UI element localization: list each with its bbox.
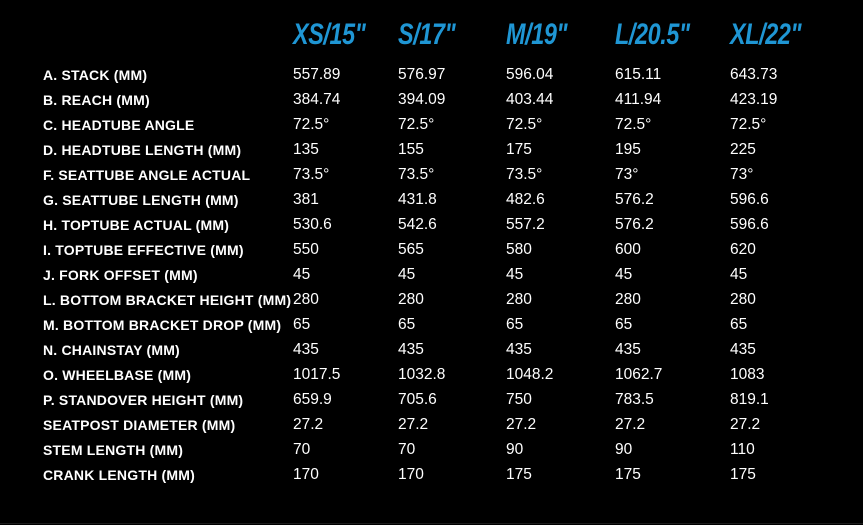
row-label: G. SEATTUBE LENGTH (MM) [43,191,239,208]
cell-value-s: 565 [398,240,424,258]
cell-value-m: 750 [506,390,532,408]
cell-value-xs: 73.5° [293,165,330,183]
cell-value-xs: 1017.5 [293,365,341,383]
cell-value-s: 70 [398,440,416,458]
table-row [43,62,843,87]
cell-value-xs: 280 [293,290,319,308]
table-row [43,362,843,387]
cell-value-m: 557.2 [506,215,545,233]
column-header-xs: XS/15" [293,18,366,51]
table-row [43,412,843,437]
cell-value-s: 73.5° [398,165,435,183]
cell-value-xl: 643.73 [730,65,778,83]
row-label: P. STANDOVER HEIGHT (MM) [43,391,244,408]
cell-value-xl: 819.1 [730,390,769,408]
cell-value-xs: 659.9 [293,390,332,408]
cell-value-xl: 27.2 [730,415,761,433]
cell-value-xl: 596.6 [730,190,769,208]
row-label: B. REACH (MM) [43,91,150,108]
cell-value-l: 72.5° [615,115,652,133]
row-label: SEATPOST DIAMETER (MM) [43,416,236,433]
cell-value-m: 175 [506,465,532,483]
row-label: O. WHEELBASE (MM) [43,366,192,383]
cell-value-xl: 620 [730,240,756,258]
cell-value-s: 542.6 [398,215,437,233]
bottom-divider [0,523,863,524]
cell-value-m: 73.5° [506,165,543,183]
cell-value-l: 600 [615,240,641,258]
cell-value-s: 435 [398,340,424,358]
cell-value-xs: 435 [293,340,319,358]
header-cell [506,20,615,50]
cell-value-xl: 175 [730,465,756,483]
cell-value-m: 280 [506,290,532,308]
cell-value-s: 1032.8 [398,365,446,383]
cell-value-l: 90 [615,440,633,458]
row-label: C. HEADTUBE ANGLE [43,116,195,133]
cell-value-m: 1048.2 [506,365,554,383]
cell-value-xl: 280 [730,290,756,308]
cell-value-xl: 225 [730,140,756,158]
cell-value-m: 175 [506,140,532,158]
table-row [43,237,843,262]
cell-value-l: 615.11 [615,65,662,83]
cell-value-m: 27.2 [506,415,537,433]
cell-value-xs: 384.74 [293,90,341,108]
cell-value-s: 72.5° [398,115,435,133]
cell-value-xl: 1083 [730,365,765,383]
cell-value-xs: 381 [293,190,319,208]
column-header-l: L/20.5" [615,18,690,51]
cell-value-xl: 65 [730,315,748,333]
cell-value-xs: 557.89 [293,65,341,83]
cell-value-m: 90 [506,440,524,458]
geometry-table [43,10,843,487]
cell-value-xl: 435 [730,340,756,358]
column-header-s: S/17" [398,18,456,51]
cell-value-xs: 70 [293,440,311,458]
table-row [43,287,843,312]
cell-value-xl: 45 [730,265,748,283]
cell-value-s: 576.97 [398,65,446,83]
table-body [43,62,843,487]
cell-value-m: 482.6 [506,190,545,208]
cell-value-l: 175 [615,465,641,483]
cell-value-xl: 73° [730,165,754,183]
table-row [43,462,843,487]
cell-value-s: 431.8 [398,190,437,208]
cell-value-l: 783.5 [615,390,654,408]
column-header-m: M/19" [506,18,568,51]
cell-value-l: 27.2 [615,415,646,433]
row-label: J. FORK OFFSET (MM) [43,266,198,283]
cell-value-xs: 530.6 [293,215,332,233]
cell-value-xl: 72.5° [730,115,767,133]
cell-value-l: 576.2 [615,190,654,208]
table-row [43,312,843,337]
cell-value-xs: 135 [293,140,319,158]
row-label: CRANK LENGTH (MM) [43,466,195,483]
cell-value-m: 45 [506,265,524,283]
cell-value-l: 576.2 [615,215,654,233]
row-label: A. STACK (MM) [43,66,148,83]
cell-value-l: 411.94 [615,90,662,108]
header-cell [730,20,843,50]
cell-value-xs: 550 [293,240,319,258]
cell-value-l: 45 [615,265,633,283]
cell-value-xl: 110 [730,440,755,458]
table-row [43,112,843,137]
row-label: STEM LENGTH (MM) [43,441,184,458]
row-label: F. SEATTUBE ANGLE ACTUAL [43,166,251,183]
cell-value-s: 705.6 [398,390,437,408]
cell-value-l: 280 [615,290,641,308]
header-cell [293,20,398,50]
row-label: M. BOTTOM BRACKET DROP (MM) [43,316,282,333]
cell-value-xs: 45 [293,265,311,283]
table-row [43,162,843,187]
cell-value-l: 435 [615,340,641,358]
cell-value-s: 65 [398,315,416,333]
cell-value-m: 435 [506,340,532,358]
row-label: H. TOPTUBE ACTUAL (MM) [43,216,230,233]
cell-value-xs: 72.5° [293,115,330,133]
table-row [43,187,843,212]
header-cell [398,20,506,50]
cell-value-xs: 65 [293,315,311,333]
table-row [43,212,843,237]
table-header-row [43,10,843,50]
cell-value-s: 394.09 [398,90,446,108]
cell-value-xl: 596.6 [730,215,769,233]
cell-value-s: 45 [398,265,416,283]
table-row [43,437,843,462]
cell-value-xs: 27.2 [293,415,324,433]
cell-value-s: 170 [398,465,424,483]
row-label: L. BOTTOM BRACKET HEIGHT (MM) [43,291,292,308]
cell-value-m: 596.04 [506,65,554,83]
cell-value-s: 155 [398,140,424,158]
header-cell [615,20,730,50]
table-row [43,387,843,412]
cell-value-xs: 170 [293,465,319,483]
table-row [43,337,843,362]
cell-value-s: 280 [398,290,424,308]
cell-value-m: 65 [506,315,524,333]
table-row [43,87,843,112]
cell-value-xl: 423.19 [730,90,778,108]
column-header-xl: XL/22" [730,18,802,51]
row-label: I. TOPTUBE EFFECTIVE (MM) [43,241,244,258]
table-row [43,262,843,287]
row-label: D. HEADTUBE LENGTH (MM) [43,141,242,158]
cell-value-l: 195 [615,140,641,158]
cell-value-l: 73° [615,165,639,183]
cell-value-m: 580 [506,240,532,258]
cell-value-m: 403.44 [506,90,554,108]
table-row [43,137,843,162]
row-label: N. CHAINSTAY (MM) [43,341,180,358]
cell-value-l: 1062.7 [615,365,663,383]
cell-value-m: 72.5° [506,115,543,133]
cell-value-s: 27.2 [398,415,429,433]
cell-value-l: 65 [615,315,633,333]
